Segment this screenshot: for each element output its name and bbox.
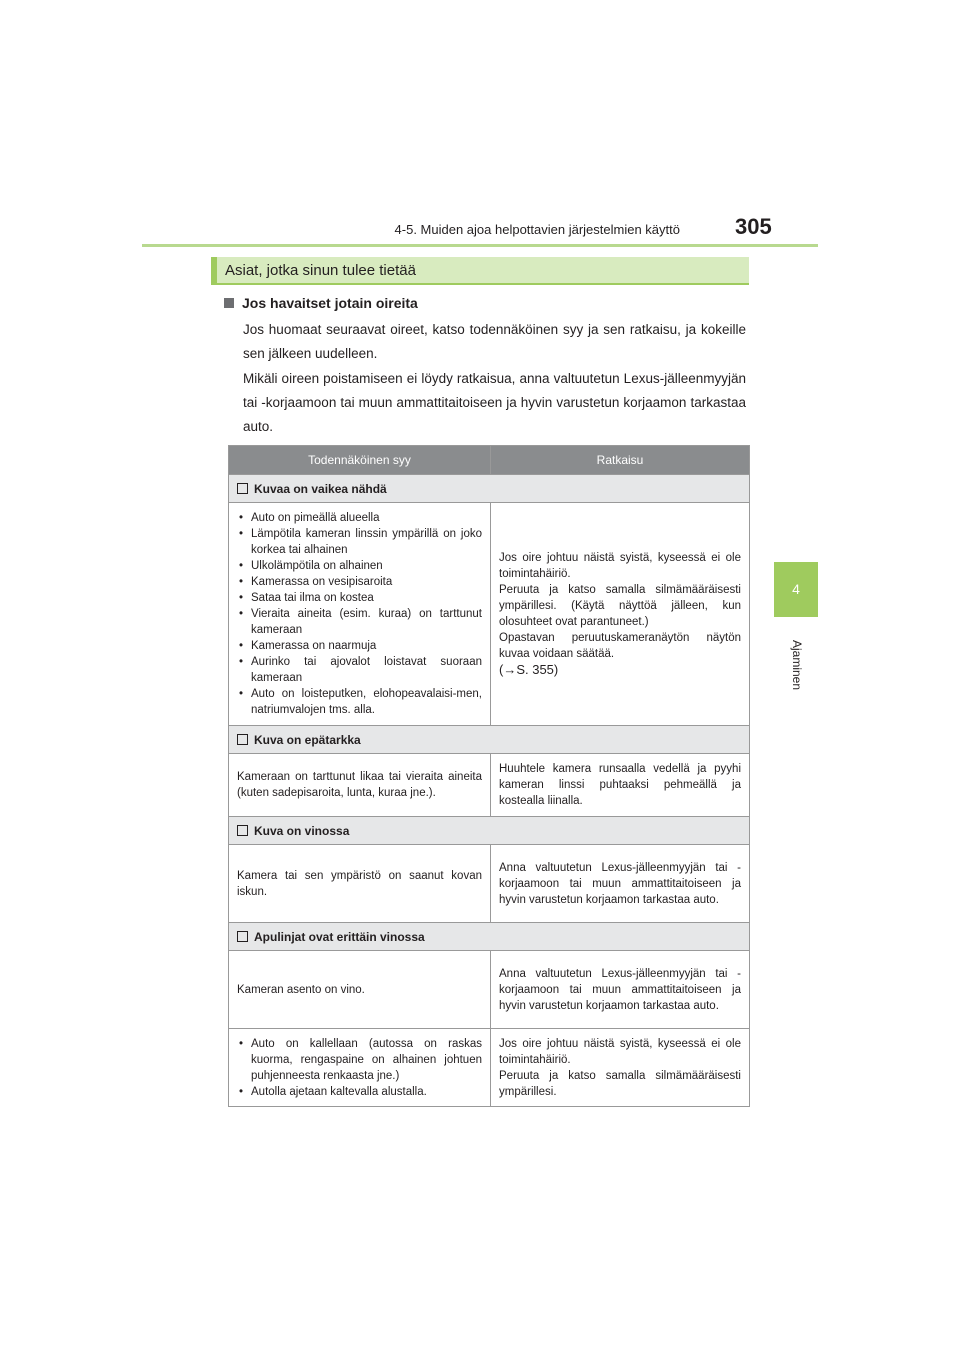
list-item: • Vieraita aineita (esim. kuraa) on tarttunut kameraan	[237, 606, 482, 638]
list-item: • Sataa tai ilma on kostea	[237, 590, 482, 606]
list-item: • Ulkolämpötila on alhainen	[237, 558, 482, 574]
section-title: Asiat, jotka sinun tulee tietää	[225, 262, 416, 279]
list-item: • Auto on pimeällä alueella	[237, 510, 482, 526]
chapter-tab: 4	[774, 562, 818, 617]
table-row	[229, 1029, 750, 1107]
cause-cell: Kameraan on tarttunut likaa tai vieraita aineita (kuten sadepisaroita, lunta, kuraa jne.).	[229, 754, 491, 817]
header-title: 4-5. Muiden ajoa helpottavien järjestelmien käyttö	[394, 222, 680, 237]
table-row	[229, 845, 750, 923]
table-header-cause: Todennäköinen syy	[229, 446, 491, 475]
table-header-solution: Ratkaisu	[491, 446, 750, 475]
category-label: Kuva on epätarkka	[254, 732, 361, 747]
solution-text: Opastavan peruutuskameranäytön näytön kuvaa voidaan säätää.	[499, 632, 741, 660]
table-header-row	[229, 446, 750, 475]
square-bullet-icon	[224, 298, 234, 308]
cause-cell: Kamera tai sen ympäristö on saanut kovan iskun.	[229, 845, 491, 923]
checkbox-icon	[237, 734, 248, 745]
checkbox-icon	[237, 931, 248, 942]
list-item: • Kamerassa on vesipisaroita	[237, 574, 482, 590]
solution-text: Jos oire johtuu näistä syistä, kyseessä ei ole toimintahäiriö.	[499, 1037, 741, 1066]
list-item: • Auto on loisteputken, elohopeavalaisi-men, natriumvalojen tms. alla.	[237, 686, 482, 718]
cause-cell	[229, 1029, 491, 1107]
checkbox-icon	[237, 483, 248, 494]
cause-cell: Kameran asento on vino.	[229, 951, 491, 1029]
table-category-row	[229, 726, 750, 754]
table-category-row	[229, 475, 750, 503]
cause-list	[237, 1036, 482, 1100]
solution-cell	[491, 503, 750, 726]
solution-cell	[491, 1029, 750, 1107]
cause-cell	[229, 503, 491, 726]
section-title-bar	[211, 257, 749, 285]
list-item: • Aurinko tai ajovalot loistavat suoraan kameraan	[237, 654, 482, 686]
table-row	[229, 951, 750, 1029]
list-item: • Lämpötila kameran linssin ympärillä on joko korkea tai alhainen	[237, 526, 482, 558]
paragraph: Mikäli oireen poistamiseen ei löydy ratkaisua, anna valtuutetun Lexus-jälleenmyyjän tai -korjaamoon tai muun ammattitaitoiseen ja hyvin varustetun korjaamon tarkastaa auto.	[243, 371, 746, 434]
checkbox-icon	[237, 825, 248, 836]
cause-list	[237, 510, 482, 718]
header-rule	[142, 244, 818, 247]
solution-text: Peruuta ja katso samalla silmämääräisesti ympärillesi. (Käytä näyttöä jälleen, kun olosuhteet ovat parantuneet.)	[499, 584, 741, 628]
solution-cell: Anna valtuutetun Lexus-jälleenmyyjän tai -korjaamoon tai muun ammattitaitoiseen ja hyvin varustetun korjaamon tarkastaa auto.	[491, 845, 750, 923]
list-item: • Auto on kallellaan (autossa on raskas kuorma, rengaspaine on alhainen johtuen puhjenneesta renkaasta jne.)	[237, 1036, 482, 1084]
category-label: Kuvaa on vaikea nähdä	[254, 481, 387, 496]
list-item: • Autolla ajetaan kaltevalla alustalla.	[237, 1084, 482, 1100]
table-category-row	[229, 923, 750, 951]
category-label: Apulinjat ovat erittäin vinossa	[254, 929, 425, 944]
table-row	[229, 754, 750, 817]
solution-text: Peruuta ja katso samalla silmämääräisesti ympärillesi.	[499, 1069, 741, 1098]
solution-cell: Huuhtele kamera runsaalla vedellä ja pyyhi kameran linssi puhtaaksi pehmeällä ja kostealla liinalla.	[491, 754, 750, 817]
chapter-label: Ajaminen	[790, 640, 804, 691]
table-row	[229, 503, 750, 726]
solution-text: Jos oire johtuu näistä syistä, kyseessä ei ole toimintahäiriö.	[499, 552, 741, 580]
troubleshooting-table	[228, 445, 750, 1107]
subsection-heading	[224, 295, 418, 311]
category-label: Kuva on vinossa	[254, 823, 350, 838]
page-reference: (→S. 355)	[499, 662, 559, 677]
solution-cell: Anna valtuutetun Lexus-jälleenmyyjän tai -korjaamoon tai muun ammattitaitoiseen ja hyvin varustetun korjaamon tarkastaa auto.	[491, 951, 750, 1029]
list-item: • Kamerassa on naarmuja	[237, 638, 482, 654]
table-category-row	[229, 817, 750, 845]
page-number: 305	[735, 214, 772, 239]
subsection-title: Jos havaitset jotain oireita	[242, 295, 418, 311]
paragraph: Jos huomaat seuraavat oireet, katso todennäköinen syy ja sen ratkaisu, ja kokeille sen jälkeen uudelleen.	[243, 322, 746, 361]
